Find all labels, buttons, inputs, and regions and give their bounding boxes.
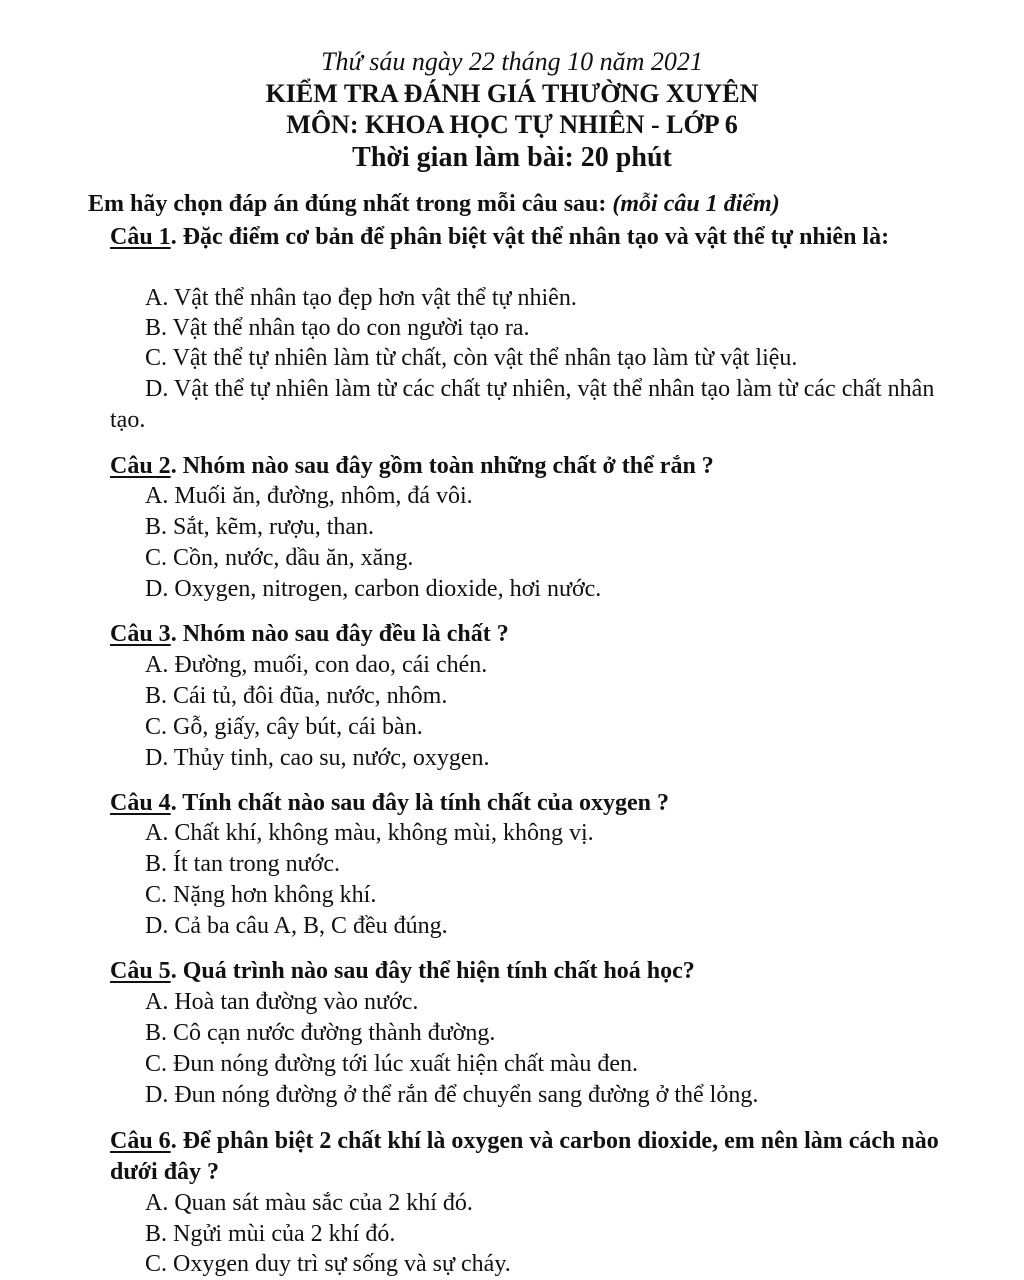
- option-4b: B. Ít tan trong nước.: [145, 851, 340, 877]
- option-6c: C. Oxygen duy trì sự sống và sự cháy.: [145, 1251, 511, 1277]
- question-label: Câu 1: [110, 224, 171, 250]
- question-text: . Đặc điểm cơ bản để phân biệt vật thể nhân tạo và vật thể tự nhiên là:: [170, 224, 890, 250]
- exam-subject: MÔN: KHOA HỌC TỰ NHIÊN - LỚP 6: [286, 110, 738, 139]
- option-2c: C. Cồn, nước, dầu ăn, xăng.: [145, 545, 414, 571]
- option-5d: D. Đun nóng đường ở thể rắn để chuyển sang đường ở thể lỏng.: [145, 1082, 759, 1108]
- option-1c: C. Vật thể tự nhiên làm từ chất, còn vật thể nhân tạo làm từ vật liệu.: [145, 345, 798, 371]
- question-text: . Quá trình nào sau đây thể hiện tính chất hoá học?: [170, 958, 695, 984]
- option-4a: A. Chất khí, không màu, không mùi, không vị.: [145, 820, 594, 846]
- option-3a: A. Đường, muối, con dao, cái chén.: [145, 652, 488, 678]
- question-text: . Nhóm nào sau đây gồm toàn những chất ở thể rắn ?: [170, 453, 714, 479]
- option-6a: A. Quan sát màu sắc của 2 khí đó.: [145, 1190, 473, 1216]
- option-1a: A. Vật thể nhân tạo đẹp hơn vật thể tự nhiên.: [145, 285, 577, 311]
- question-5: [110, 956, 960, 987]
- question-3: [110, 619, 960, 650]
- question-label: Câu 5: [110, 958, 171, 984]
- option-3b: B. Cái tủ, đôi đũa, nước, nhôm.: [145, 683, 448, 709]
- instruction-text: Em hãy chọn đáp án đúng nhất trong mỗi câu sau:: [88, 191, 613, 217]
- instruction: [88, 191, 780, 218]
- option-2b: B. Sắt, kẽm, rượu, than.: [145, 514, 375, 540]
- option-2a: A. Muối ăn, đường, nhôm, đá vôi.: [145, 483, 473, 509]
- option-4d: D. Cả ba câu A, B, C đều đúng.: [145, 913, 448, 939]
- question-label: Câu 3: [110, 621, 171, 647]
- option-4c: C. Nặng hơn không khí.: [145, 882, 377, 908]
- option-1d: D. Vật thể tự nhiên làm từ các chất tự nhiên, vật thể nhân tạo làm từ các chất nhân tạo.: [110, 376, 935, 433]
- exam-title: KIỂM TRA ĐÁNH GIÁ THƯỜNG XUYÊN: [265, 79, 759, 108]
- question-text: . Nhóm nào sau đây đều là chất ?: [170, 621, 509, 647]
- question-label: Câu 6: [110, 1128, 171, 1154]
- option-5c: C. Đun nóng đường tới lúc xuất hiện chất màu đen.: [145, 1051, 638, 1077]
- option-5b: B. Cô cạn nước đường thành đường.: [145, 1020, 496, 1046]
- question-label: Câu 2: [110, 453, 171, 479]
- question-4: [110, 788, 960, 819]
- option-6b: B. Ngửi mùi của 2 khí đó.: [145, 1221, 396, 1247]
- question-text: . Tính chất nào sau đây là tính chất của oxygen ?: [170, 790, 670, 816]
- option-3d: D. Thủy tinh, cao su, nước, oxygen.: [145, 745, 490, 771]
- instruction-note: (mỗi câu 1 điểm): [612, 191, 780, 217]
- question-2: [110, 451, 960, 482]
- option-2d: D. Oxygen, nitrogen, carbon dioxide, hơi nước.: [145, 576, 602, 602]
- question-6: [110, 1126, 960, 1188]
- question-text: . Để phân biệt 2 chất khí là oxygen và carbon dioxide, em nên làm cách nào dưới đây ?: [110, 1128, 939, 1185]
- option-1b: B. Vật thể nhân tạo do con người tạo ra.: [145, 315, 530, 341]
- option-3c: C. Gỗ, giấy, cây bút, cái bàn.: [145, 714, 423, 740]
- exam-time-limit: Thời gian làm bài: 20 phút: [352, 142, 672, 173]
- exam-date: Thứ sáu ngày 22 tháng 10 năm 2021: [321, 47, 703, 76]
- option-5a: A. Hoà tan đường vào nước.: [145, 989, 419, 1015]
- question-label: Câu 4: [110, 790, 171, 816]
- question-1: [110, 222, 960, 253]
